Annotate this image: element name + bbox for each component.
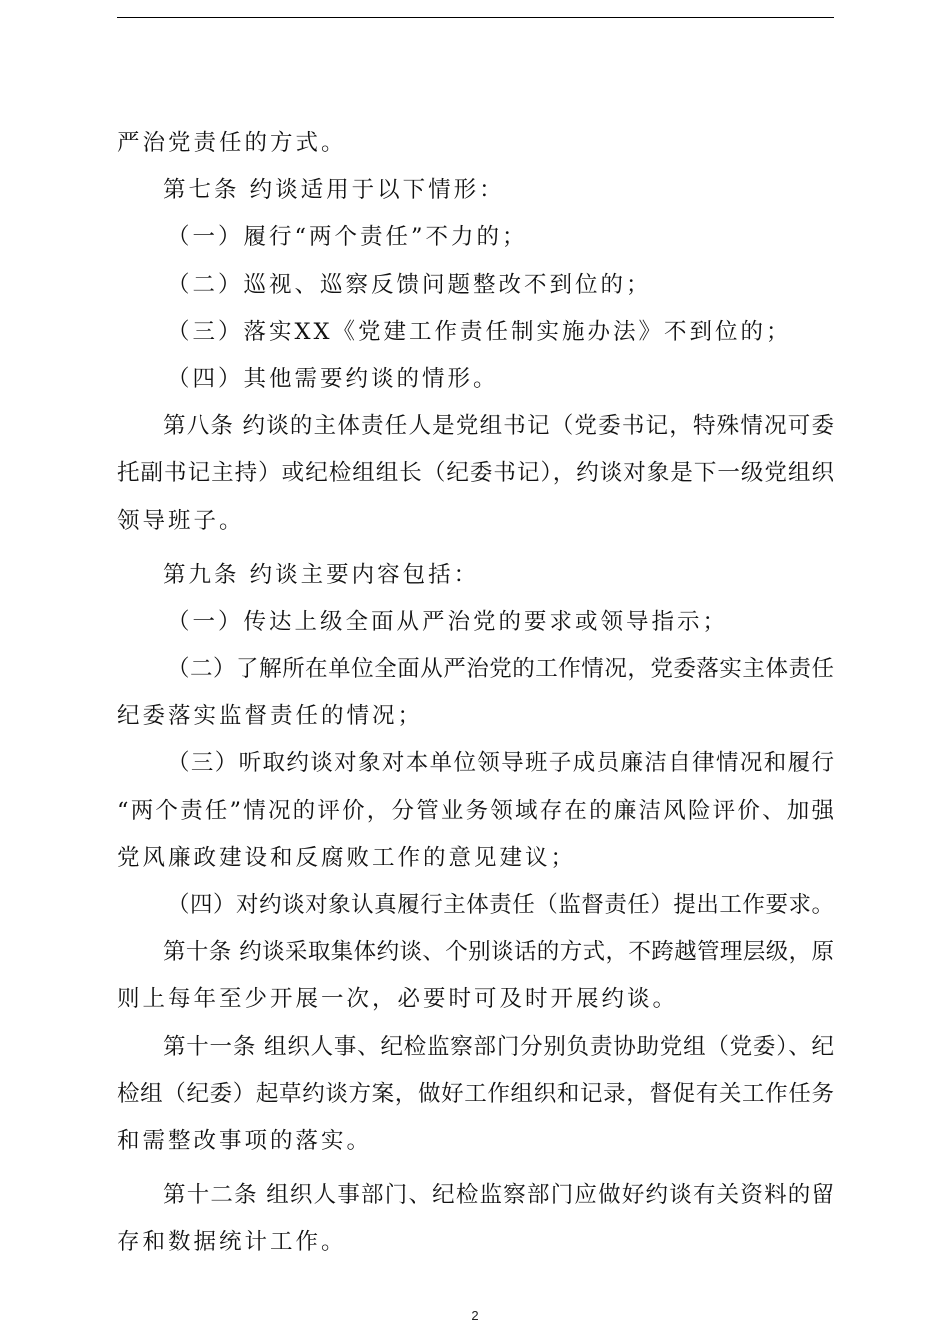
header-rule xyxy=(117,17,834,18)
article-11-text: 检组（纪委）起草约谈方案，做好工作组织和记录，督促有关工作任务 xyxy=(117,1080,834,1107)
article-8-text: 领导班子。 xyxy=(117,507,245,534)
list-item: （二）了解所在单位全面从严治党的工作情况，党委落实主体责任 xyxy=(167,656,834,683)
list-item: （三）听取约谈对象对本单位领导班子成员廉洁自律情况和履行 xyxy=(167,750,834,777)
article-12-text: 存和数据统计工作。 xyxy=(117,1229,347,1256)
list-item: （二）巡视、巡察反馈问题整改不到位的； xyxy=(167,271,652,298)
article-10-text: 则上每年至少开展一次，必要时可及时开展约谈。 xyxy=(117,986,679,1013)
article-8-text: 第八条 约谈的主体责任人是党组书记（党委书记，特殊情况可委 xyxy=(163,413,834,440)
article-11-text: 第十一条 组织人事、纪检监察部门分别负责协助党组（党委）、纪 xyxy=(163,1033,834,1060)
list-item: （一）传达上级全面从严治党的要求或领导指示； xyxy=(167,608,729,635)
article-8-text: 托副书记主持）或纪检组组长（纪委书记），约谈对象是下一级党组织 xyxy=(117,460,834,487)
article-12-text: 第十二条 组织人事部门、纪检监察部门应做好约谈有关资料的留 xyxy=(163,1182,834,1209)
list-item: （四）对约谈对象认真履行主体责任（监督责任）提出工作要求。 xyxy=(167,892,834,918)
article-10-text: 第十条 约谈采取集体约谈、个别谈话的方式，不跨越管理层级，原 xyxy=(163,939,834,966)
list-item-continuation: 纪委落实监督责任的情况； xyxy=(117,703,424,730)
list-item: （四）其他需要约谈的情形。 xyxy=(167,365,499,392)
list-item-continuation: “两个责任”情况的评价，分管业务领域存在的廉洁风险评价、加强 xyxy=(117,797,834,824)
list-item-continuation: 党风廉政建设和反腐败工作的意见建议； xyxy=(117,844,577,871)
page-number: 2 xyxy=(471,1308,479,1323)
text-line: 严治党责任的方式。 xyxy=(117,130,347,156)
article-11-text: 和需整改事项的落实。 xyxy=(117,1127,373,1154)
document-body xyxy=(117,120,834,1267)
list-item: （三）落实XX《党建工作责任制实施办法》不到位的； xyxy=(167,318,792,345)
list-item: （一）履行“两个责任”不力的； xyxy=(167,224,528,251)
article-9-heading: 第九条 约谈主要内容包括： xyxy=(163,561,480,588)
article-7-heading: 第七条 约谈适用于以下情形： xyxy=(163,177,505,204)
